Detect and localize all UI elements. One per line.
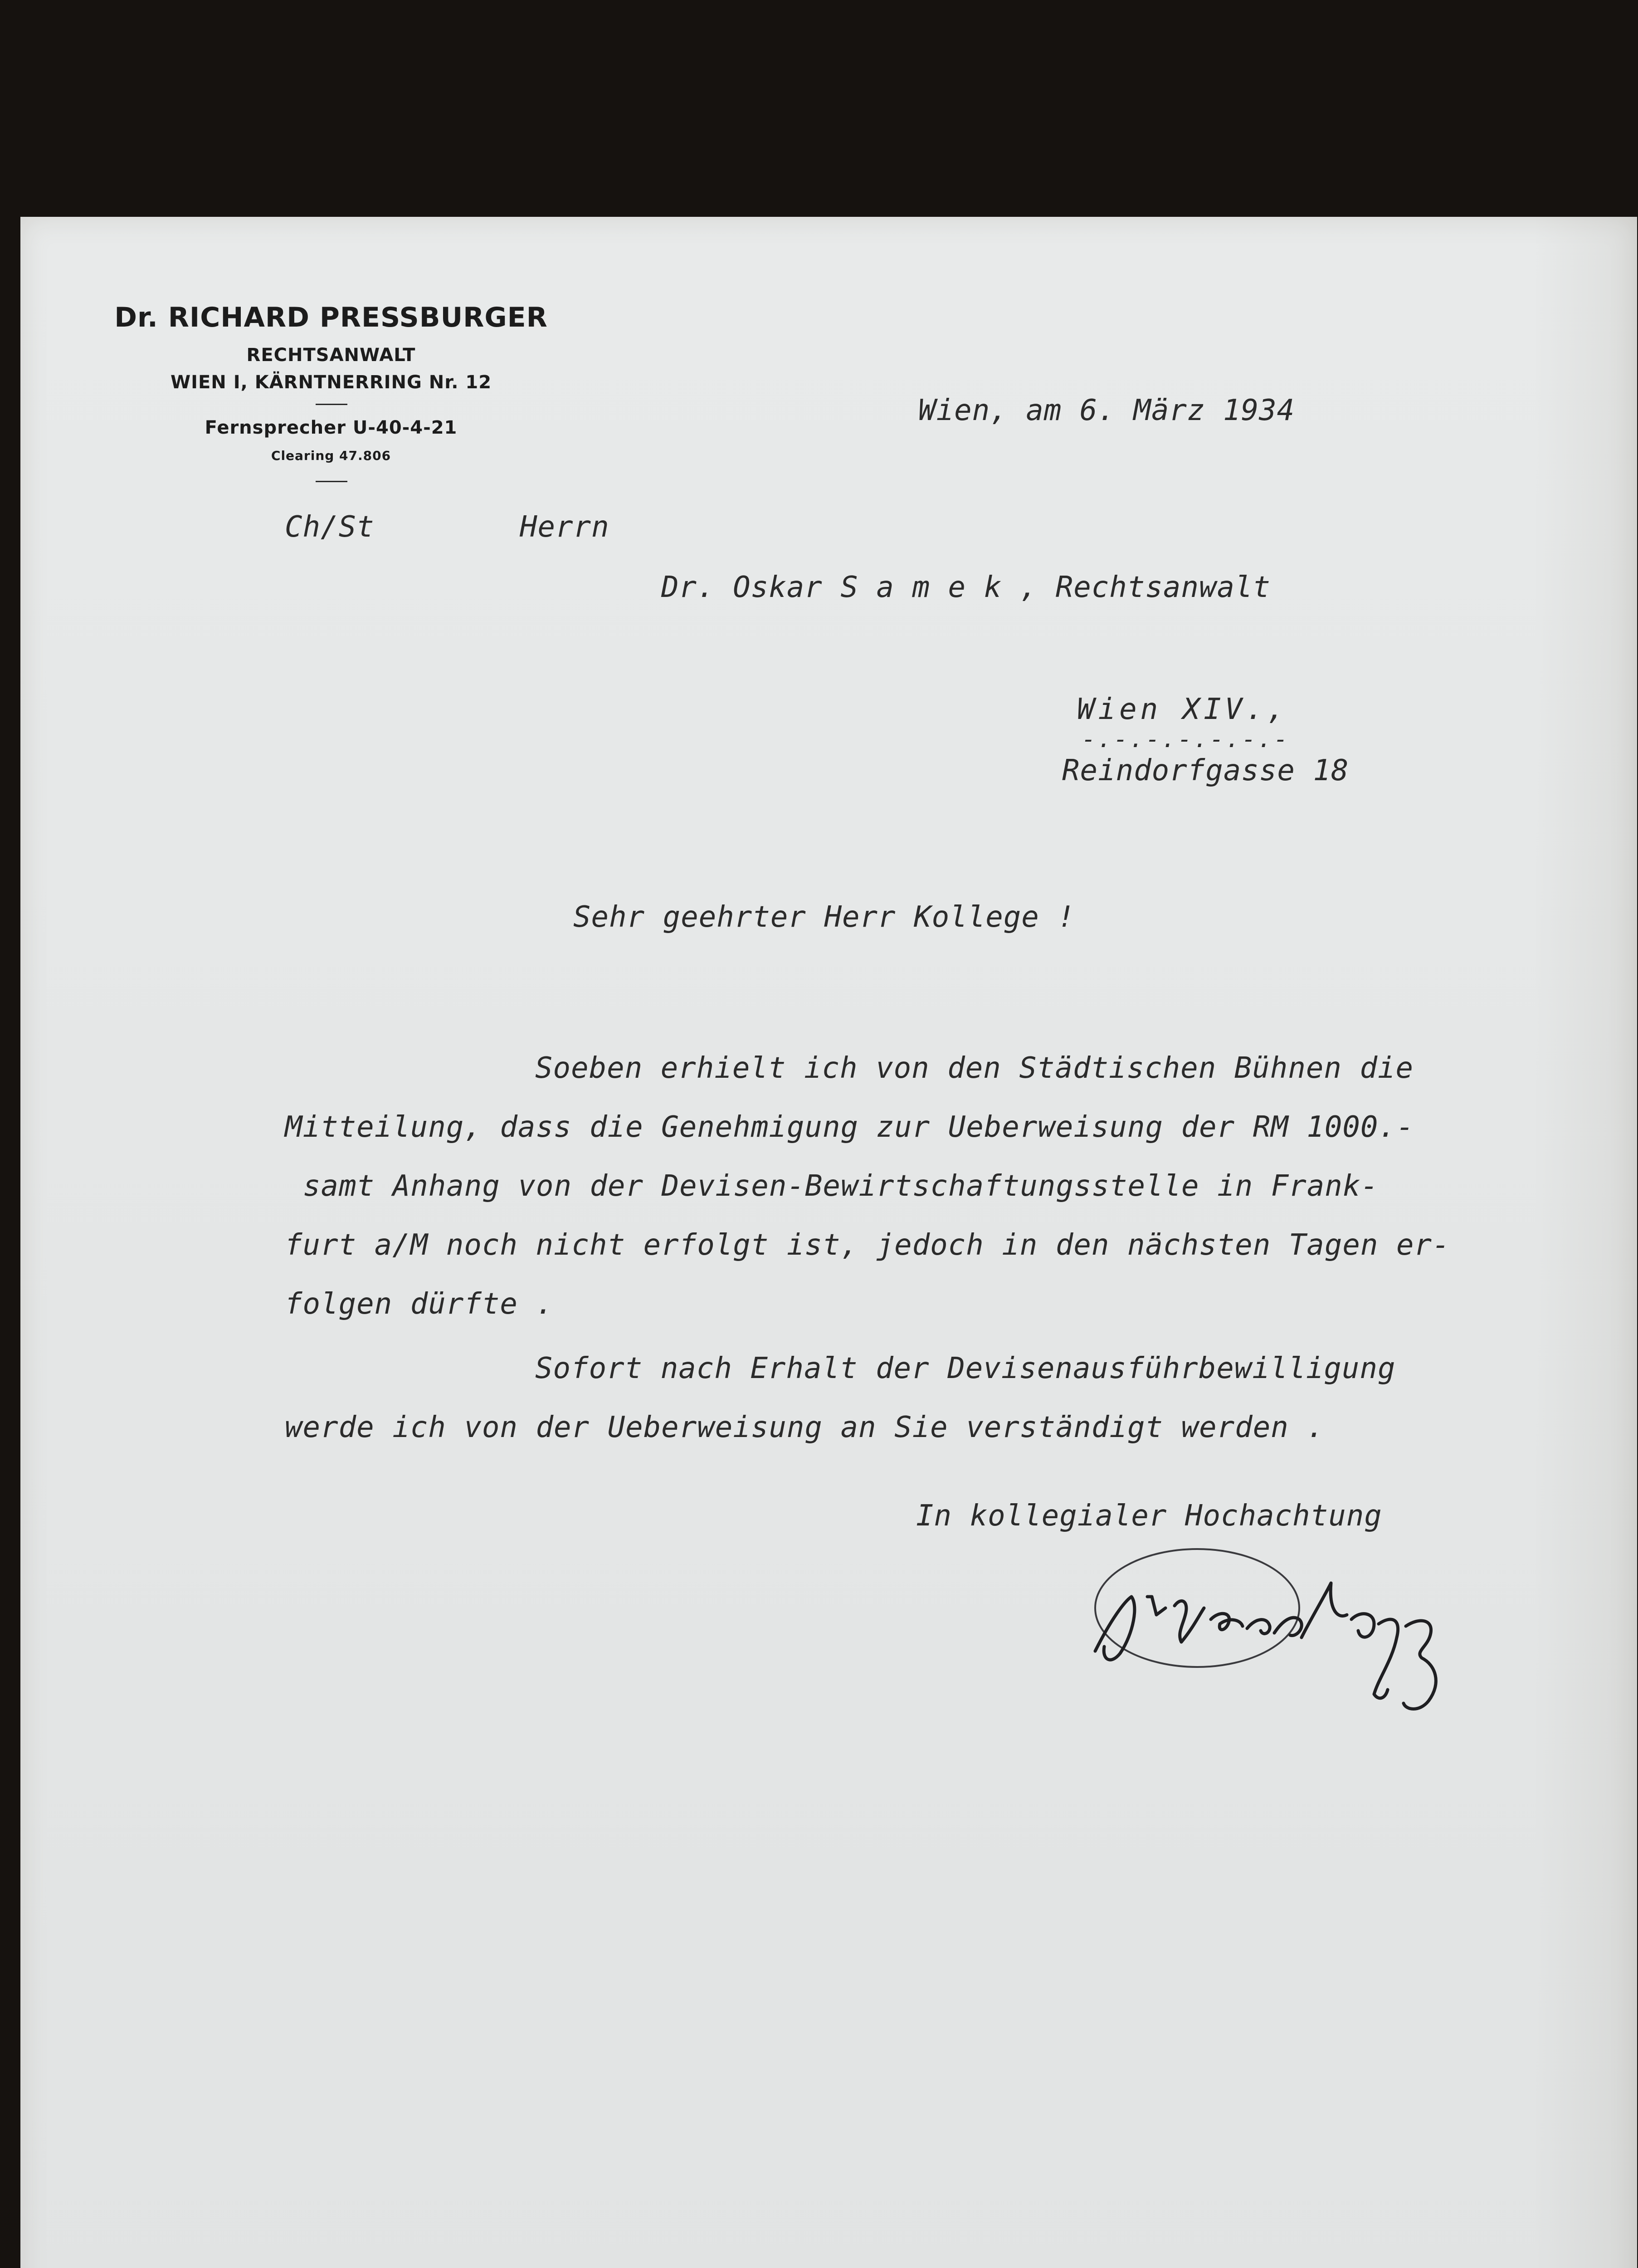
body-line: folgen dürfte . (285, 1287, 554, 1321)
letterhead-phone: Fernsprecher U-40-4-21 (205, 417, 458, 438)
recipient-salutation: Herrn (520, 510, 609, 544)
letterhead-name: Dr. RICHARD PRESSBURGER (114, 302, 548, 333)
handwritten-signature (1084, 1529, 1537, 1724)
letter-date: Wien, am 6. März 1934 (918, 394, 1295, 427)
recipient-street: Reindorfgasse 18 (1062, 754, 1349, 787)
letterhead-address: WIEN I, KÄRNTNERRING Nr. 12 (170, 372, 492, 393)
letterhead-title: RECHTSANWALT (246, 345, 416, 366)
letterhead-divider (316, 481, 347, 482)
reference-code: Ch/St (285, 510, 375, 544)
letterhead-divider (316, 404, 347, 405)
body-line: Sofort nach Erhalt der Devisenausführbewilligung (535, 1352, 1396, 1385)
paper-edge-shading (1533, 217, 1637, 2268)
letterhead-clearing: Clearing 47.806 (271, 448, 391, 463)
body-line: furt a/M noch nicht erfolgt ist, jedoch in den nächsten Tagen er- (285, 1228, 1450, 1262)
closing: In kollegialer Hochachtung (916, 1499, 1382, 1533)
body-line: samt Anhang von der Devisen-Bewirtschaftungsstelle in Frank- (303, 1169, 1379, 1203)
recipient-city: Wien XIV., (1077, 693, 1288, 726)
body-line: Mitteilung, dass die Genehmigung zur Ueberweisung der RM 1000.- (285, 1110, 1414, 1144)
salutation: Sehr geehrter Herr Kollege ! (573, 900, 1075, 934)
recipient-name: Dr. Oskar S a m e k , Rechtsanwalt (661, 571, 1271, 604)
city-underline: -.-.-.-.-.-.- (1082, 726, 1290, 753)
body-line: Soeben erhielt ich von den Städtischen Bühnen die (535, 1051, 1414, 1085)
body-line: werde ich von der Ueberweisung an Sie verständigt werden . (285, 1411, 1325, 1444)
